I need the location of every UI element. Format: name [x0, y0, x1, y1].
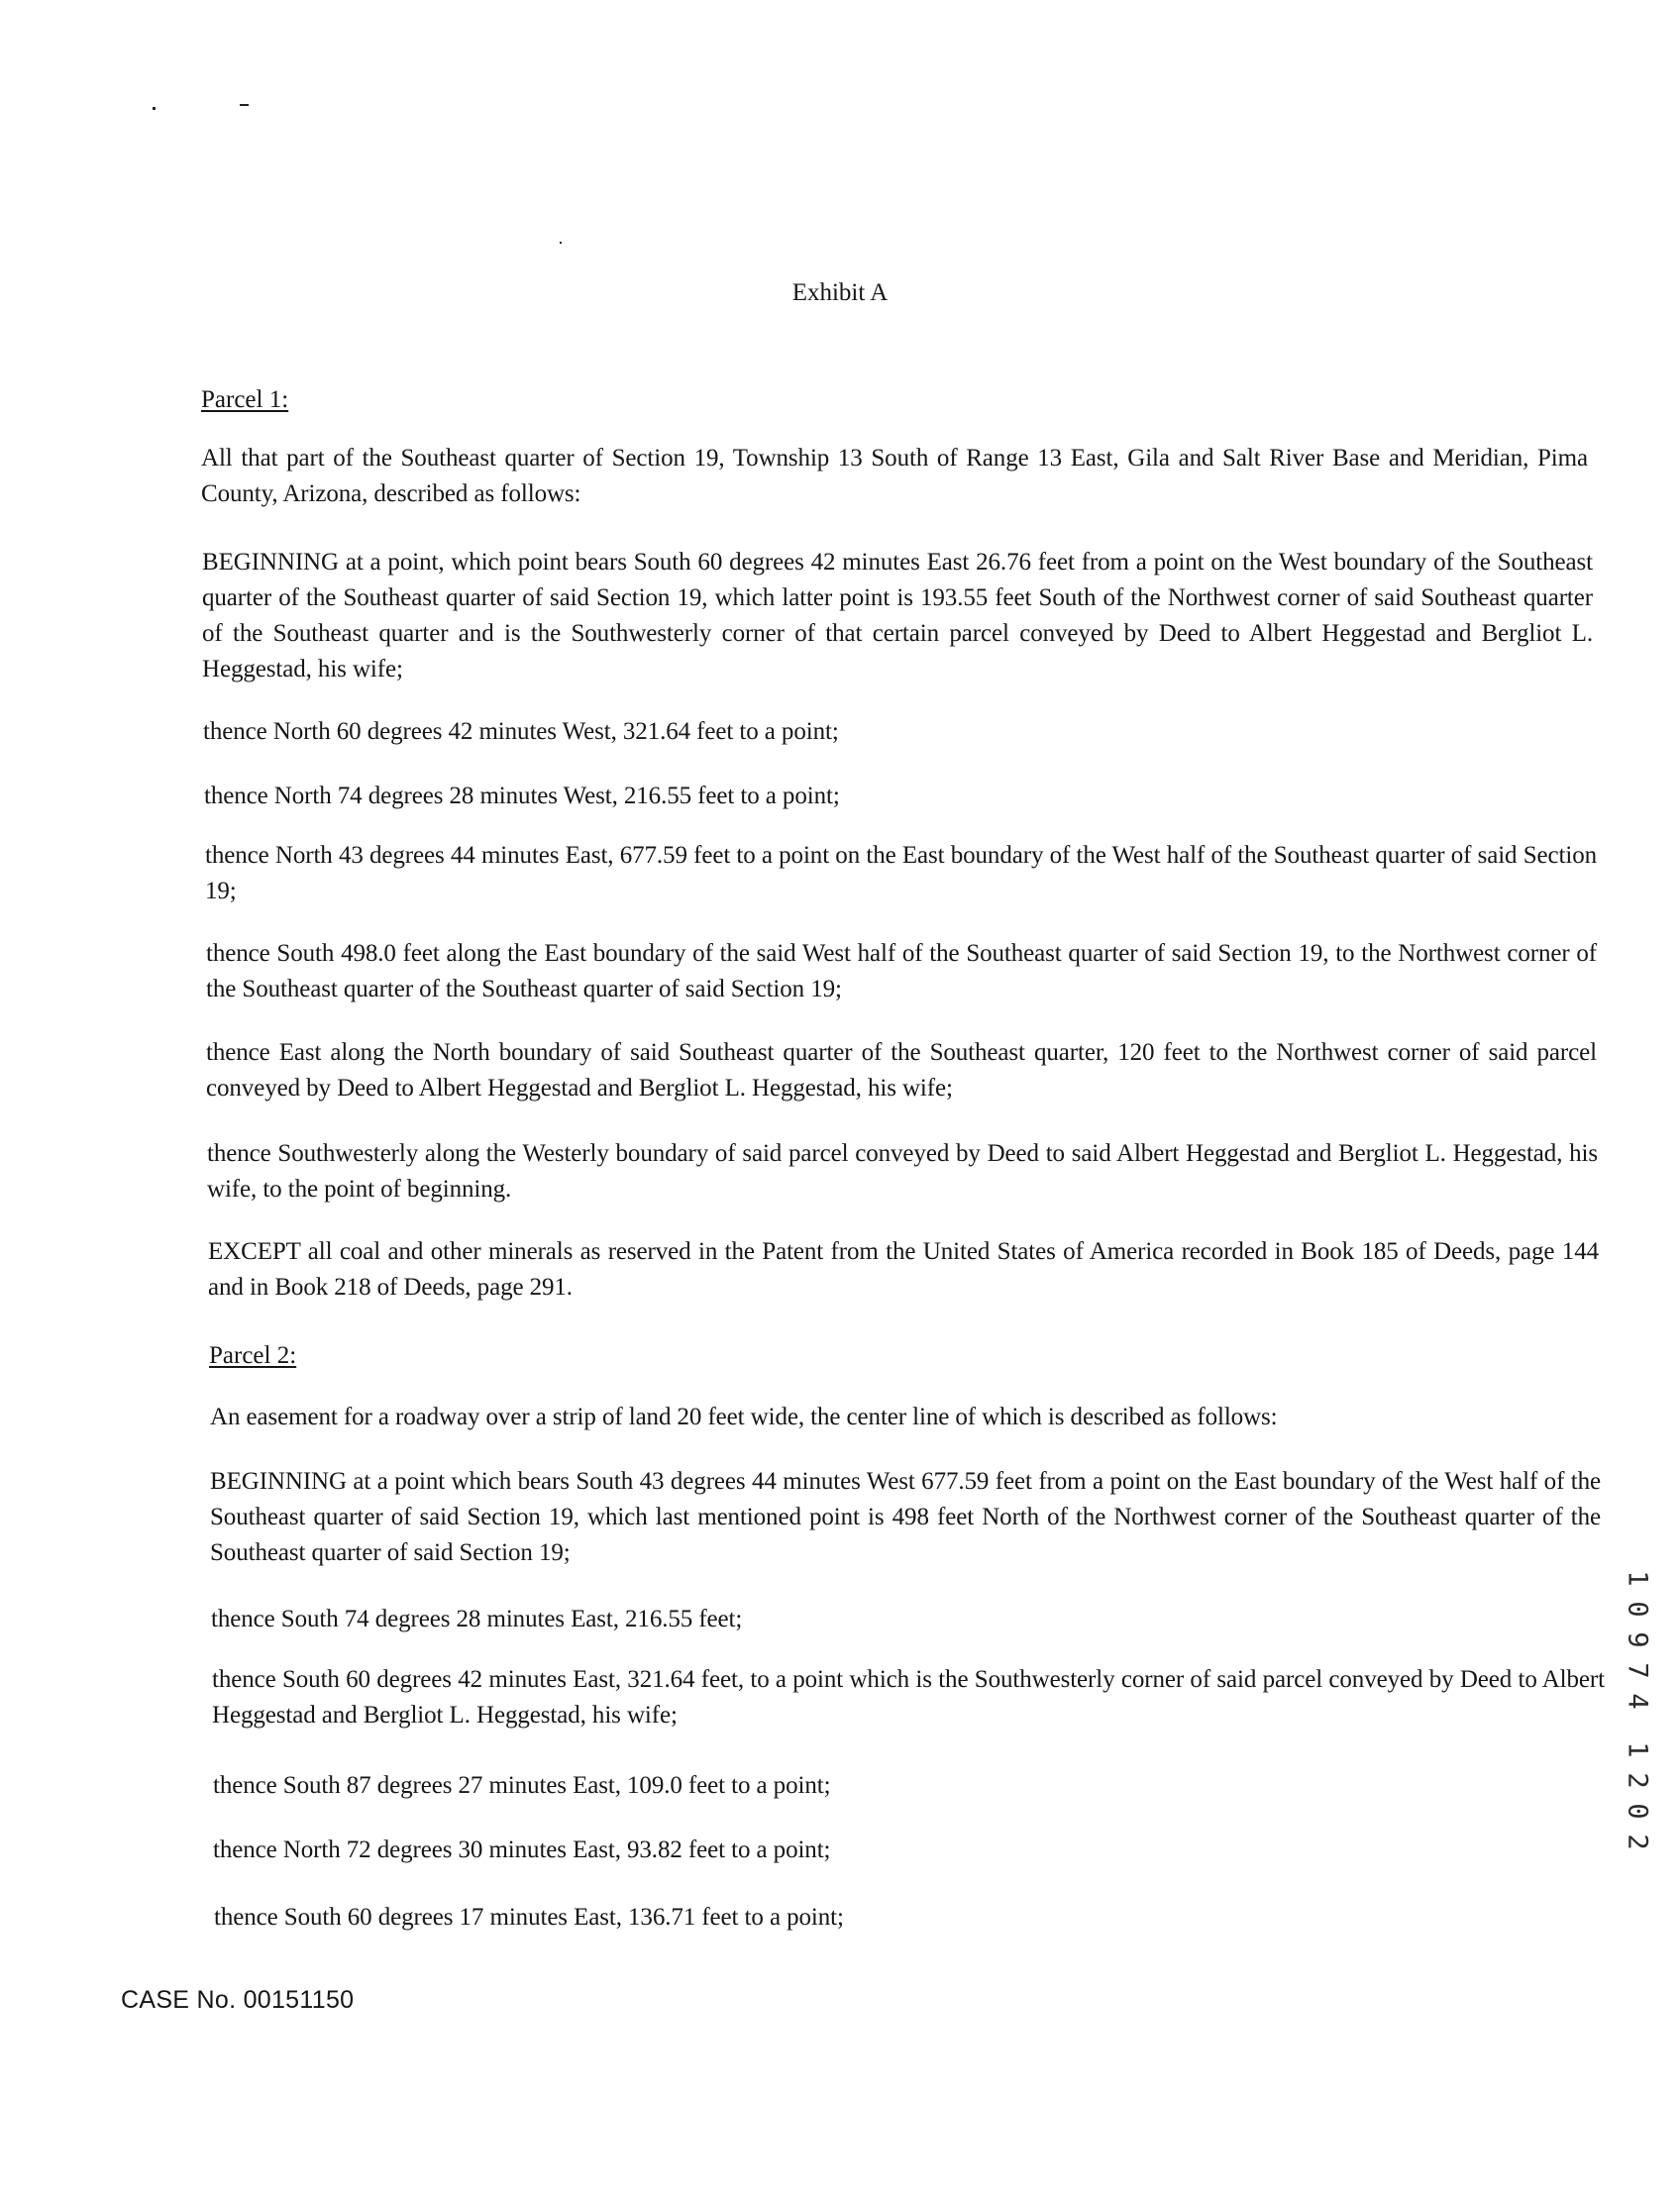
parcel1-paragraph: thence Southwesterly along the Westerly boundary of said parcel conveyed by Deed to said Albert Heggestad and Bergliot L. Heggestad, his wife, to the point of beginning. [207, 1140, 1598, 1203]
parcel2-paragraph: thence South 60 degrees 42 minutes East, 321.64 feet, to a point which is the Southwesterly corner of said parcel conveyed by Deed to Albert Heggestad and Bergliot L. Heggestad, his wife; [212, 1666, 1605, 1729]
parcel1-paragraph: thence South 498.0 feet along the East boundary of the said West half of the Southeast quarter of said Section 19, to the Northwest corner of the Southeast quarter of the Southeast quarter of said Section 19; [206, 940, 1597, 1002]
stamp-digit: 7 [1622, 1662, 1653, 1679]
parcel1-paragraph: thence East along the North boundary of said Southeast quarter of the Southeast quarter, 120 feet to the Northwest corner of said parcel conveyed by Deed to Albert Heggestad and Bergliot L. Heggestad, his wife; [206, 1039, 1597, 1102]
parcel1-paragraph: BEGINNING at a point, which point bears South 60 degrees 42 minutes East 26.76 feet from a point on the West boundary of the Southeast quarter of the Southeast quarter of said Section 19, which latter point is 193.55 feet South of the Northwest corner of said Southeast quarter of the Southeast quarter and is the Southwesterly corner of that certain parcel conveyed by Deed to Albert Heggestad and Bergliot L. Heggestad, his wife; [202, 549, 1593, 682]
stamp-digit: 2 [1622, 1834, 1653, 1850]
stamp-digit: 1 [1622, 1741, 1653, 1758]
stamp-digit: 0 [1622, 1601, 1653, 1618]
parcel1-paragraph: thence North 74 degrees 28 minutes West, 216.55 feet to a point; [204, 783, 840, 809]
parcel2-paragraph: An easement for a roadway over a strip of land 20 feet wide, the center line of which is described as follows: [210, 1404, 1278, 1430]
parcel2-paragraph: BEGINNING at a point which bears South 43 degrees 44 minutes West 677.59 feet from a point on the East boundary of the West half of the Southeast quarter of said Section 19, which last mentioned point is 498 feet North of the Northwest corner of the Southeast quarter of the Southeast quarter of said Section 19; [210, 1468, 1601, 1566]
parcel1-paragraph: EXCEPT all coal and other minerals as reserved in the Patent from the United States of America recorded in Book 185 of Deeds, page 144 and in Book 218 of Deeds, page 291. [208, 1238, 1599, 1301]
parcel1-paragraph: All that part of the Southeast quarter of Section 19, Township 13 South of Range 13 East, Gila and Salt River Base and Meridian, Pima County, Arizona, described as follows: [201, 445, 1588, 507]
parcel1-paragraph: thence North 60 degrees 42 minutes West, 321.64 feet to a point; [203, 718, 839, 745]
parcel2-paragraph: thence North 72 degrees 30 minutes East, 93.82 feet to a point; [213, 1836, 831, 1863]
parcel1-heading: Parcel 1: [201, 386, 289, 413]
document-title: Exhibit A [791, 279, 889, 306]
parcel1-paragraph: thence North 43 degrees 44 minutes East, 677.59 feet to a point on the East boundary of the West half of the Southeast quarter of said Section 19; [205, 842, 1597, 904]
stamp-digit: 1 [1622, 1570, 1653, 1587]
stamp-digit: 9 [1622, 1631, 1653, 1648]
parcel2-paragraph: thence South 74 degrees 28 minutes East, 216.55 feet; [211, 1606, 743, 1632]
stamp-digit: 2 [1622, 1772, 1653, 1789]
stamp-digit: 0 [1622, 1803, 1653, 1820]
case-number: CASE No. 00151150 [121, 1986, 355, 2014]
parcel2-paragraph: thence South 87 degrees 27 minutes East, 109.0 feet to a point; [213, 1772, 831, 1799]
parcel2-heading: Parcel 2: [209, 1342, 297, 1369]
stamp-digit: 4 [1622, 1693, 1653, 1710]
scan-speck [153, 107, 156, 110]
parcel2-paragraph: thence South 60 degrees 17 minutes East, 136.71 feet to a point; [214, 1904, 844, 1931]
margin-stamp [1623, 1563, 1652, 1857]
scan-speck [560, 242, 562, 244]
scan-speck [240, 104, 249, 106]
